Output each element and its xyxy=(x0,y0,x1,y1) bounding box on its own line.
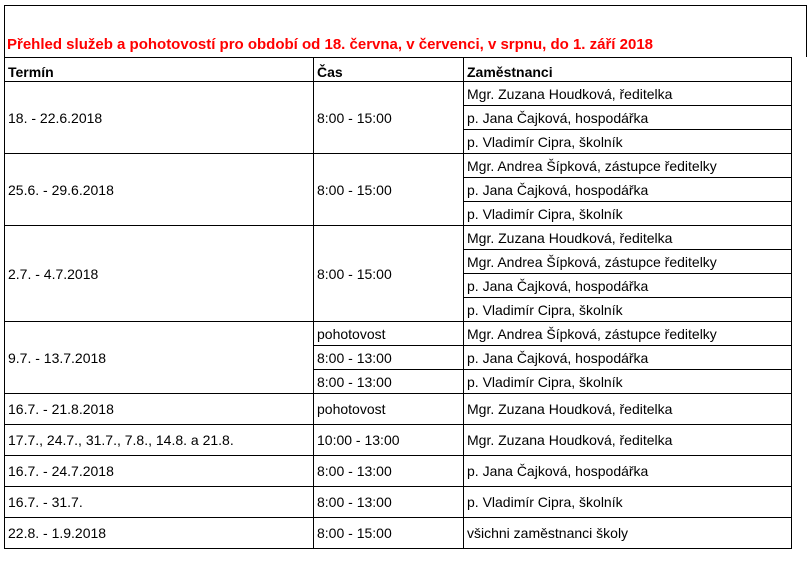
staff-cell: p. Jana Čajková, hospodářka xyxy=(464,456,792,487)
header-term: Termín xyxy=(5,58,314,82)
time-cell: 8:00 - 15:00 xyxy=(314,226,464,322)
term-cell: 22.8. - 1.9.2018 xyxy=(5,518,314,549)
staff-cell: Mgr. Zuzana Houdková, ředitelka xyxy=(464,394,792,425)
term-cell: 16.7. - 24.7.2018 xyxy=(5,456,314,487)
table-top-border xyxy=(4,5,807,6)
staff-cell: p. Vladimír Cipra, školník xyxy=(464,370,792,394)
staff-cell: Mgr. Andrea Šípková, zástupce ředitelky xyxy=(464,154,792,178)
term-cell: 17.7., 24.7., 31.7., 7.8., 14.8. a 21.8. xyxy=(5,425,314,456)
table-row xyxy=(5,518,792,549)
staff-cell: p. Vladimír Cipra, školník xyxy=(464,298,792,322)
time-cell: 8:00 - 13:00 xyxy=(314,456,464,487)
term-cell: 25.6. - 29.6.2018 xyxy=(5,154,314,226)
term-cell: 18. - 22.6.2018 xyxy=(5,82,314,154)
table-row xyxy=(5,322,792,346)
staff-cell: Mgr. Zuzana Houdková, ředitelka xyxy=(464,82,792,106)
table-right-border xyxy=(806,5,807,57)
staff-cell: p. Jana Čajková, hospodářka xyxy=(464,274,792,298)
schedule-table-body xyxy=(5,58,792,549)
staff-cell: p. Vladimír Cipra, školník xyxy=(464,130,792,154)
time-cell: 8:00 - 13:00 xyxy=(314,346,464,370)
staff-cell: p. Vladimír Cipra, školník xyxy=(464,487,792,518)
staff-cell: Mgr. Andrea Šípková, zástupce ředitelky xyxy=(464,322,792,346)
staff-cell: p. Vladimír Cipra, školník xyxy=(464,202,792,226)
time-cell: 8:00 - 13:00 xyxy=(314,370,464,394)
table-row xyxy=(5,487,792,518)
term-cell: 2.7. - 4.7.2018 xyxy=(5,226,314,322)
table-row xyxy=(5,456,792,487)
time-cell: 8:00 - 15:00 xyxy=(314,518,464,549)
time-cell: 8:00 - 13:00 xyxy=(314,487,464,518)
table-left-border xyxy=(4,5,5,57)
time-cell: 10:00 - 13:00 xyxy=(314,425,464,456)
time-cell: 8:00 - 15:00 xyxy=(314,154,464,226)
header-staff: Zaměstnanci xyxy=(464,58,792,82)
schedule-table xyxy=(4,57,792,549)
staff-cell: p. Jana Čajková, hospodářka xyxy=(464,106,792,130)
staff-cell: Mgr. Zuzana Houdková, ředitelka xyxy=(464,226,792,250)
time-cell: 8:00 - 15:00 xyxy=(314,82,464,154)
table-row xyxy=(5,82,792,106)
staff-cell: Mgr. Zuzana Houdková, ředitelka xyxy=(464,425,792,456)
term-cell: 16.7. - 31.7. xyxy=(5,487,314,518)
staff-cell: p. Jana Čajková, hospodářka xyxy=(464,178,792,202)
table-row xyxy=(5,394,792,425)
sheet-title: Přehled služeb a pohotovostí pro období od 18. června, v červenci, v srpnu, do 1. září 2018 xyxy=(7,36,654,53)
staff-cell: všichni zaměstnanci školy xyxy=(464,518,792,549)
term-cell: 16.7. - 21.8.2018 xyxy=(5,394,314,425)
table-row xyxy=(5,425,792,456)
header-time: Čas xyxy=(314,58,464,82)
staff-cell: p. Jana Čajková, hospodářka xyxy=(464,346,792,370)
time-cell: pohotovost xyxy=(314,394,464,425)
time-cell: pohotovost xyxy=(314,322,464,346)
term-cell: 9.7. - 13.7.2018 xyxy=(5,322,314,394)
table-row xyxy=(5,154,792,178)
table-row xyxy=(5,226,792,250)
header-row xyxy=(5,58,792,82)
staff-cell: Mgr. Andrea Šípková, zástupce ředitelky xyxy=(464,250,792,274)
